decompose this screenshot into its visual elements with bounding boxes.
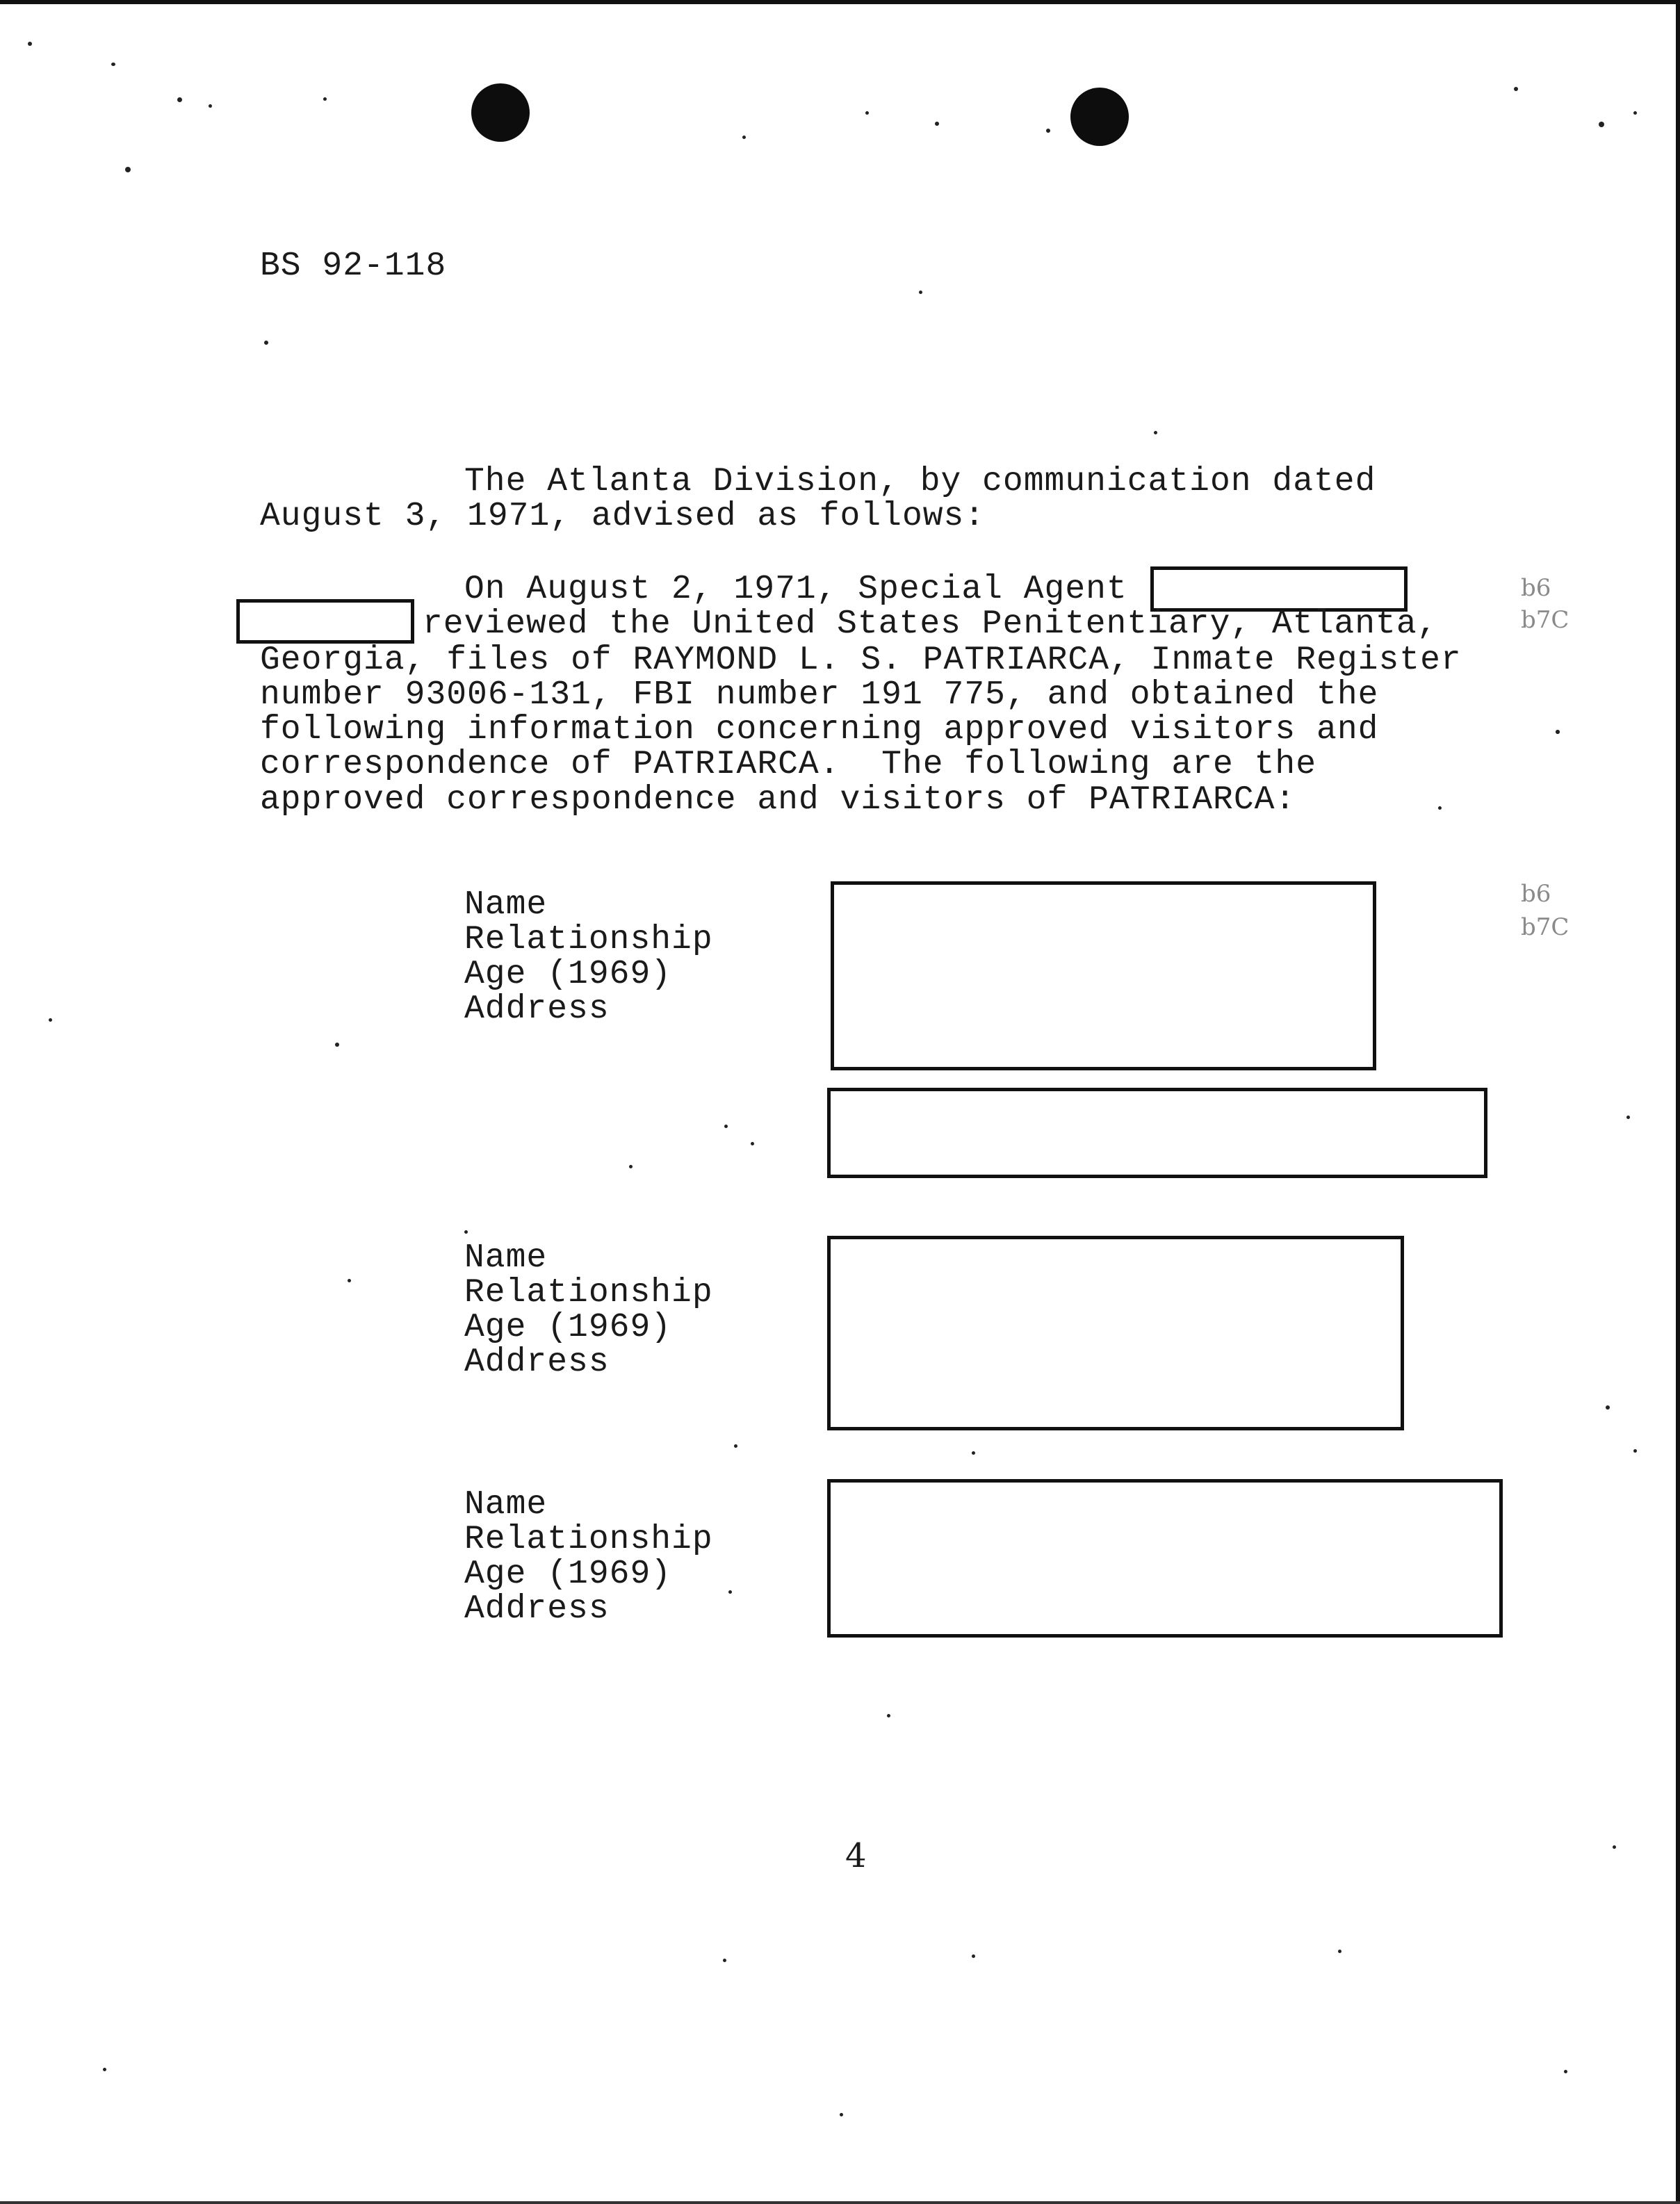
exemption-code-b7c: b7C (1521, 606, 1569, 634)
redaction-box-entry-details (827, 1479, 1503, 1638)
redaction-box-entry-details (831, 881, 1376, 1070)
entry-label-age: Age (1969) (464, 1556, 672, 1593)
entry-label-address: Address (464, 1344, 610, 1381)
entry-label-age: Age (1969) (464, 1309, 672, 1346)
entry-label-name: Name (464, 1239, 548, 1277)
exemption-code-b7c: b7C (1521, 913, 1569, 941)
paragraph2-line3: Georgia, files of RAYMOND L. S. PATRIARCA, Inmate Register (260, 642, 1462, 679)
file-number: BS 92-118 (260, 247, 447, 285)
entry-label-name: Name (464, 1486, 548, 1524)
page-edge-right (1676, 0, 1680, 2204)
paragraph1-line1: The Atlanta Division, by communication dated (464, 463, 1376, 500)
entry-label-address: Address (464, 1590, 610, 1628)
page-edge-top (0, 0, 1680, 4)
paragraph2-line1: On August 2, 1971, Special Agent (464, 571, 1127, 608)
entry-label-name: Name (464, 886, 548, 924)
page-edge-bottom (0, 2201, 1680, 2204)
punch-hole-left (471, 83, 530, 142)
redaction-box-entry-details (827, 1236, 1404, 1430)
page-number: 4 (845, 1836, 867, 1875)
entry-label-relationship: Relationship (464, 921, 713, 958)
paragraph2-line2: reviewed the United States Penitentiary, Atlanta, (423, 605, 1438, 643)
paragraph2-line7: approved correspondence and visitors of PATRIARCA: (260, 781, 1296, 819)
redaction-box-additional (827, 1088, 1487, 1178)
paragraph1-line2: August 3, 1971, advised as follows: (260, 498, 986, 535)
entry-label-age: Age (1969) (464, 956, 672, 993)
entry-label-relationship: Relationship (464, 1521, 713, 1558)
exemption-code-b6: b6 (1521, 880, 1551, 908)
redaction-box-agent-name-part2 (236, 599, 414, 644)
exemption-code-b6: b6 (1521, 574, 1551, 602)
punch-hole-right (1070, 88, 1129, 146)
entry-label-relationship: Relationship (464, 1274, 713, 1312)
paragraph2-line4: number 93006-131, FBI number 191 775, and obtained the (260, 676, 1379, 714)
paragraph2-line6: correspondence of PATRIARCA. The following are the (260, 746, 1317, 783)
paragraph2-line5: following information concerning approved visitors and (260, 711, 1379, 749)
entry-label-address: Address (464, 990, 610, 1028)
